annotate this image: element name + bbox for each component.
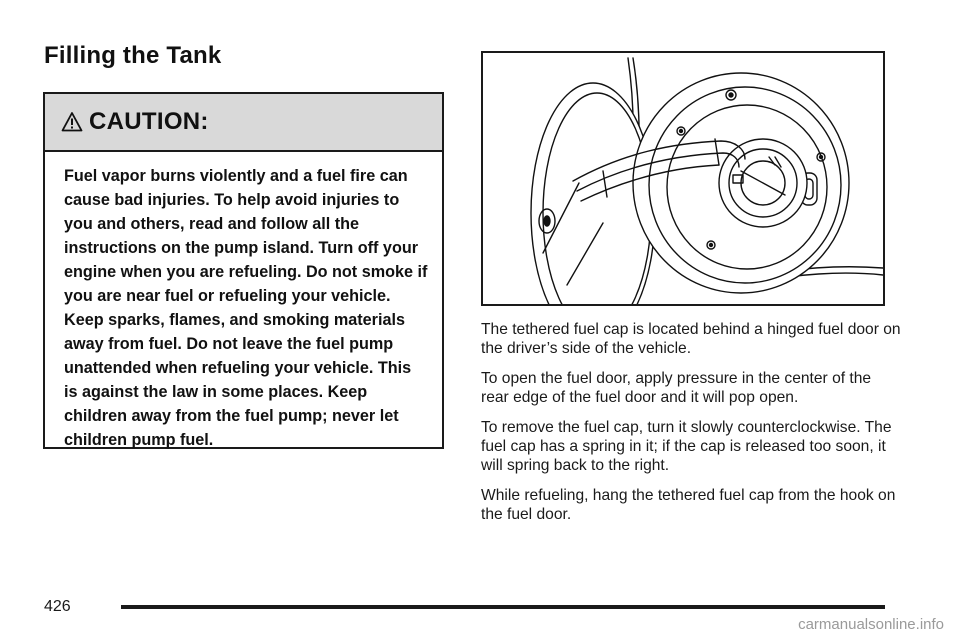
paragraph-remove-cap: To remove the fuel cap, turn it slowly counterclockwise. The fuel cap has a spring in it; if the cap is released too soon, it will spring back to the right. xyxy=(481,419,892,474)
caution-triangle-icon xyxy=(61,111,83,133)
paragraph-location: The tethered fuel cap is located behind a hinged fuel door on the driver’s side of the vehicle. xyxy=(481,321,901,357)
instruction-paragraphs xyxy=(481,320,901,535)
section-title: Filling the Tank xyxy=(44,42,222,69)
page-number: 426 xyxy=(44,598,71,615)
paragraph-open-door: To open the fuel door, apply pressure in the center of the rear edge of the fuel door and it will pop open. xyxy=(481,370,872,406)
paragraph-hang-cap: While refueling, hang the tethered fuel cap from the hook on the fuel door. xyxy=(481,487,896,523)
caution-box xyxy=(43,92,444,449)
footer-rule xyxy=(121,605,885,609)
caution-header xyxy=(45,94,442,152)
fuel-door-drawing xyxy=(483,53,883,304)
fuel-door-illustration xyxy=(481,51,885,306)
watermark-text: carmanualsonline.info xyxy=(798,616,944,633)
caution-body: Fuel vapor burns violently and a fuel fire can cause bad injuries. To help avoid injuries to you and others, read and follow all the instructions on the pump island. Turn off your engine when you are refueling. Do not smoke if you are near fuel or refueling your vehicle. Keep sparks, flames, and smoking materials away from fuel. Do not leave the fuel pump unattended when refueling your vehicle. This is against the law in some places. Keep children away from the fuel pump; never let children pump fuel. xyxy=(64,167,428,449)
caution-title: CAUTION: xyxy=(89,108,209,135)
